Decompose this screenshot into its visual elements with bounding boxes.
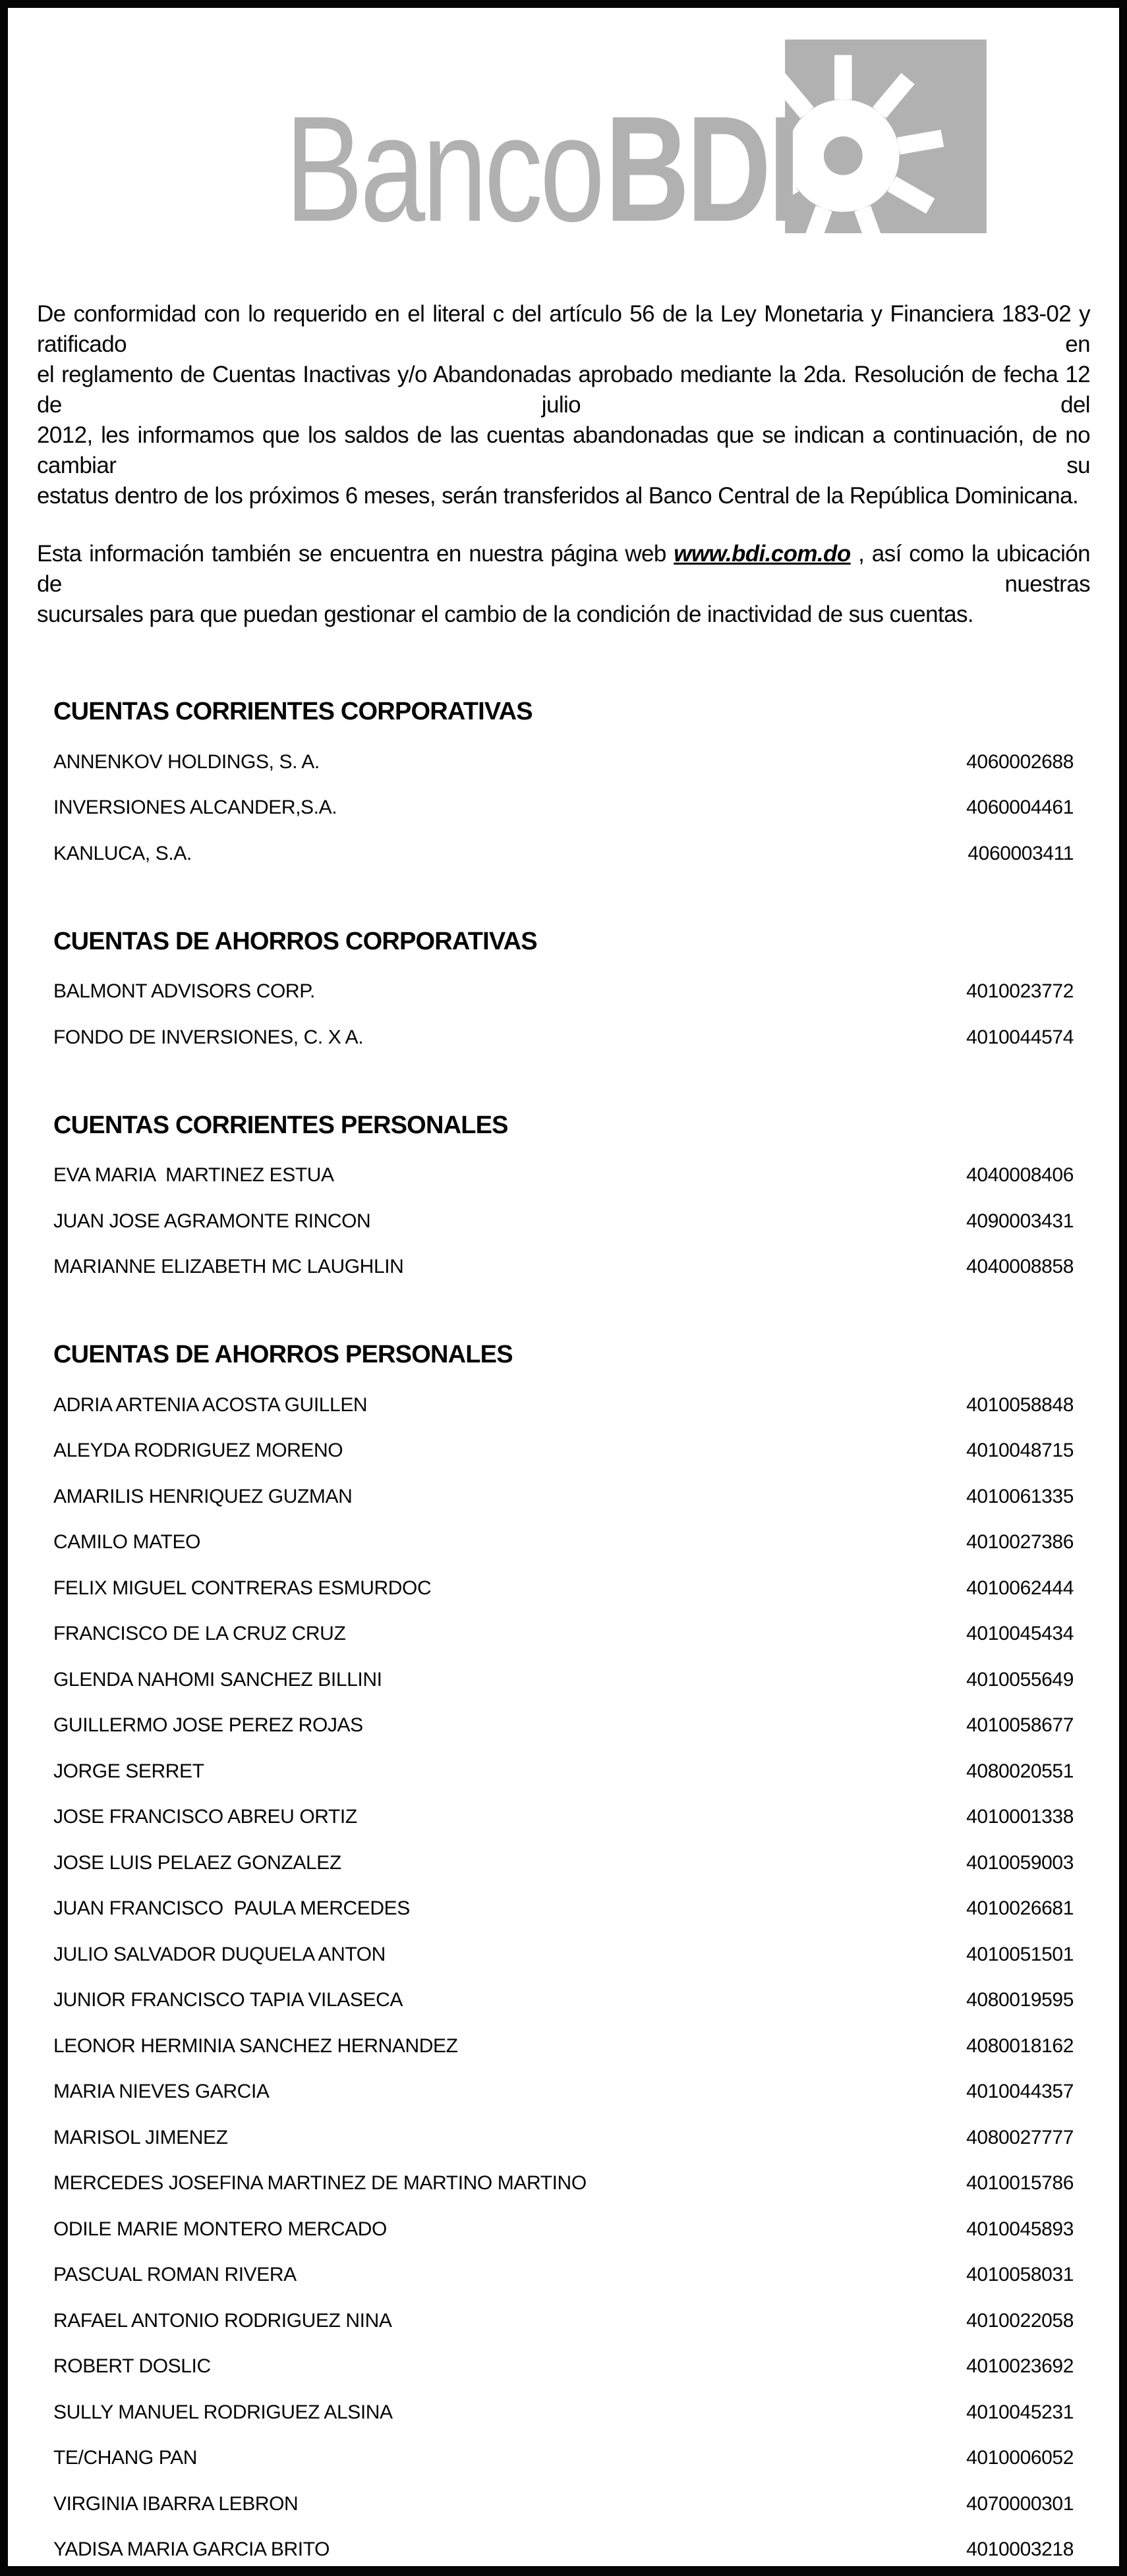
account-number: 4010023692 — [966, 2355, 1074, 2378]
account-number: 4010026681 — [966, 1897, 1074, 1920]
account-holder-name: KANLUCA, S.A. — [53, 842, 192, 864]
account-number: 4060002688 — [966, 750, 1074, 773]
website-link[interactable]: www.bdi.com.do — [674, 541, 851, 567]
account-holder-name: VIRGINIA IBARRA LEBRON — [53, 2492, 299, 2515]
paragraph-line: 2012, les informamos que los saldos de las cuentas abandonadas que se indican a continuación, de no cambiar su — [37, 422, 1090, 478]
table-row — [53, 1474, 1074, 1520]
account-holder-name: CAMILO MATEO — [53, 1531, 200, 1554]
paragraph-spacer — [37, 511, 1090, 539]
section-rows — [53, 1153, 1074, 1291]
account-number: 4010058031 — [966, 2264, 1074, 2286]
table-row — [53, 739, 1074, 785]
bank-logo-text — [285, 86, 798, 254]
account-holder-name: SULLY MANUEL RODRIGUEZ ALSINA — [53, 2401, 393, 2423]
account-holder-name: LEONOR HERMINIA SANCHEZ HERNANDEZ — [53, 2034, 458, 2057]
account-number: 4090003431 — [966, 1210, 1074, 1232]
accounts-section — [53, 1340, 1074, 2573]
table-row — [53, 2115, 1074, 2161]
table-row — [53, 2298, 1074, 2344]
table-row — [53, 1245, 1074, 1291]
account-holder-name: BALMONT ADVISORS CORP. — [53, 980, 315, 1003]
table-row — [53, 831, 1074, 877]
account-number: 4010023772 — [966, 980, 1074, 1003]
account-number: 4010015786 — [966, 2172, 1074, 2195]
account-number: 4010045893 — [966, 2218, 1074, 2240]
intro-text — [37, 299, 1090, 630]
table-row — [53, 2069, 1074, 2115]
table-row — [53, 2161, 1074, 2207]
account-holder-name: FONDO DE INVERSIONES, C. X A. — [53, 1026, 364, 1048]
accounts-list — [8, 659, 1119, 2573]
paragraph-line: sucursales para que puedan gestionar el cambio de la condición de inactividad de sus cuentas. — [37, 602, 973, 627]
account-holder-name: MARIANNE ELIZABETH MC LAUGHLIN — [53, 1256, 404, 1278]
account-number: 4040008406 — [966, 1164, 1074, 1187]
paragraph-text: , así como la ubicación de nuestras — [37, 541, 1090, 597]
table-row — [53, 2253, 1074, 2299]
account-holder-name: ROBERT DOSLIC — [53, 2355, 211, 2378]
logo-word-banco: Banco — [285, 86, 602, 254]
account-holder-name: GLENDA NAHOMI SANCHEZ BILLINI — [53, 1668, 382, 1691]
account-holder-name: MARIA NIEVES GARCIA — [53, 2081, 270, 2103]
table-row — [53, 1795, 1074, 1841]
account-number: 4010045434 — [966, 1623, 1074, 1645]
table-row — [53, 1978, 1074, 2024]
bank-logo — [8, 40, 1119, 254]
table-row — [53, 1565, 1074, 1611]
table-row — [53, 2527, 1074, 2573]
table-row — [53, 2481, 1074, 2527]
account-number: 4080020551 — [966, 1760, 1074, 1782]
account-number: 4010027386 — [966, 1531, 1074, 1554]
account-holder-name: ADRIA ARTENIA ACOSTA GUILLEN — [53, 1393, 368, 1416]
account-holder-name: TE/CHANG PAN — [53, 2447, 198, 2469]
account-holder-name: RAFAEL ANTONIO RODRIGUEZ NINA — [53, 2309, 392, 2332]
account-number: 4060004461 — [966, 797, 1074, 819]
account-number: 4010044357 — [966, 2081, 1074, 2103]
account-number: 4080027777 — [966, 2126, 1074, 2148]
section-title: CUENTAS DE AHORROS CORPORATIVAS — [53, 927, 537, 955]
account-number: 4010058677 — [966, 1714, 1074, 1737]
section-rows — [53, 969, 1074, 1061]
account-number: 4010022058 — [966, 2309, 1074, 2332]
account-number: 4010058848 — [966, 1393, 1074, 1416]
paragraph-line: estatus dentro de los próximos 6 meses, serán transferidos al Banco Central de la República Dominicana. — [37, 483, 1079, 509]
accounts-section — [53, 1111, 1074, 1291]
account-holder-name: JORGE SERRET — [53, 1760, 204, 1782]
account-holder-name: ANNENKOV HOLDINGS, S. A. — [53, 750, 320, 773]
account-number: 4010048715 — [966, 1440, 1074, 1462]
paragraph-line: el reglamento de Cuentas Inactivas y/o Abandonadas aprobado mediante la 2da. Resolución de fecha 12 de julio del — [37, 362, 1090, 418]
section-title: CUENTAS CORRIENTES CORPORATIVAS — [53, 698, 533, 725]
account-holder-name: FRANCISCO DE LA CRUZ CRUZ — [53, 1623, 346, 1645]
account-holder-name: JOSE LUIS PELAEZ GONZALEZ — [53, 1851, 341, 1874]
account-number: 4010061335 — [966, 1485, 1074, 1507]
account-holder-name: JUAN FRANCISCO PAULA MERCEDES — [53, 1897, 410, 1920]
section-title: CUENTAS DE AHORROS PERSONALES — [53, 1341, 513, 1368]
table-row — [53, 1932, 1074, 1978]
table-row — [53, 1840, 1074, 1886]
account-number: 4010003218 — [966, 2538, 1074, 2561]
account-holder-name: INVERSIONES ALCANDER,S.A. — [53, 797, 337, 819]
table-row — [53, 1428, 1074, 1474]
section-rows — [53, 1382, 1074, 2573]
account-holder-name: MERCEDES JOSEFINA MARTINEZ DE MARTINO MARTINO — [53, 2172, 587, 2195]
account-number: 4060003411 — [968, 842, 1074, 864]
account-holder-name: AMARILIS HENRIQUEZ GUZMAN — [53, 1485, 353, 1507]
table-row — [53, 1657, 1074, 1703]
table-row — [53, 1749, 1074, 1795]
account-number: 4080019595 — [966, 1989, 1074, 2011]
gear-icon — [785, 40, 987, 233]
table-row — [53, 1886, 1074, 1932]
account-holder-name: EVA MARIA MARTINEZ ESTUA — [53, 1164, 334, 1187]
table-row — [53, 1611, 1074, 1658]
account-number: 4040008858 — [966, 1256, 1074, 1278]
table-row — [53, 2023, 1074, 2069]
table-row — [53, 1703, 1074, 1749]
account-number: 4010051501 — [966, 1943, 1074, 1965]
table-row — [53, 2390, 1074, 2436]
table-row — [53, 1520, 1074, 1566]
table-row — [53, 1382, 1074, 1428]
account-number: 4010059003 — [966, 1851, 1074, 1874]
account-holder-name: ALEYDA RODRIGUEZ MORENO — [53, 1440, 343, 1462]
account-holder-name: JUAN JOSE AGRAMONTE RINCON — [53, 1210, 371, 1232]
account-holder-name: JULIO SALVADOR DUQUELA ANTON — [53, 1943, 386, 1965]
account-holder-name: JOSE FRANCISCO ABREU ORTIZ — [53, 1806, 357, 1828]
table-row — [53, 1198, 1074, 1245]
paragraph-line — [37, 539, 1090, 600]
table-row — [53, 785, 1074, 831]
section-rows — [53, 739, 1074, 877]
table-row — [53, 2206, 1074, 2253]
table-row — [53, 1015, 1074, 1061]
paragraph-text: Esta información también se encuentra en nuestra página web — [37, 541, 674, 567]
account-holder-name: PASCUAL ROMAN RIVERA — [53, 2264, 297, 2286]
table-row — [53, 1153, 1074, 1199]
section-title: CUENTAS CORRIENTES PERSONALES — [53, 1111, 508, 1139]
account-number: 4010001338 — [966, 1806, 1074, 1828]
account-holder-name: FELIX MIGUEL CONTRERAS ESMURDOC — [53, 1577, 432, 1599]
account-holder-name: MARISOL JIMENEZ — [53, 2126, 228, 2148]
account-number: 4010045231 — [966, 2401, 1074, 2423]
account-number: 4010062444 — [966, 1577, 1074, 1599]
account-number: 4070000301 — [966, 2492, 1074, 2515]
account-holder-name: YADISA MARIA GARCIA BRITO — [53, 2538, 330, 2561]
account-number: 4010006052 — [966, 2447, 1074, 2469]
account-number: 4080018162 — [966, 2034, 1074, 2057]
table-row — [53, 2436, 1074, 2482]
account-holder-name: JUNIOR FRANCISCO TAPIA VILASECA — [53, 1989, 403, 2011]
account-number: 4010044574 — [966, 1026, 1074, 1048]
account-holder-name: GUILLERMO JOSE PEREZ ROJAS — [53, 1714, 363, 1737]
paragraph-line: De conformidad con lo requerido en el literal c del artículo 56 de la Ley Monetaria y Financiera 183-02 y ratificado en — [37, 301, 1090, 357]
account-holder-name: ODILE MARIE MONTERO MERCADO — [53, 2218, 387, 2240]
logo-word-bdi: BDI — [605, 86, 798, 254]
account-number: 4010055649 — [966, 1668, 1074, 1691]
table-row — [53, 2344, 1074, 2390]
accounts-section — [53, 927, 1074, 1061]
table-row — [53, 969, 1074, 1015]
accounts-section — [53, 697, 1074, 877]
